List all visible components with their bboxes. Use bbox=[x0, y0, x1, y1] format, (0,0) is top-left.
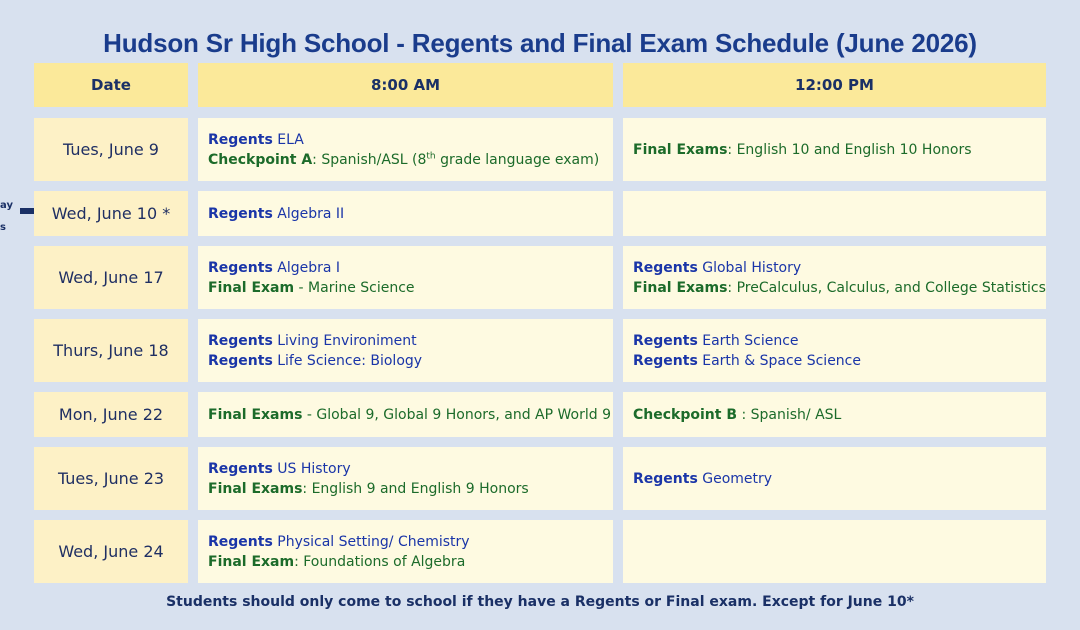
header-12pm: 12:00 PM bbox=[623, 63, 1046, 107]
exam-entry bbox=[633, 140, 1046, 160]
exam-type-label: Checkpoint A bbox=[208, 151, 313, 168]
exam-entry bbox=[633, 331, 1046, 351]
exam-type-label: Final Exam bbox=[208, 553, 295, 570]
header-date: Date bbox=[34, 63, 188, 107]
exam-cell-pm bbox=[623, 191, 1046, 236]
exam-type-label: Regents bbox=[208, 352, 273, 369]
side-note-line-3: s bbox=[0, 222, 6, 233]
ordinal-suffix: th bbox=[426, 150, 436, 161]
exam-cell-am bbox=[198, 447, 613, 510]
exam-type-label: Final Exam bbox=[208, 279, 295, 296]
exam-subject: - Marine Science bbox=[294, 279, 415, 296]
exam-subject: Earth & Space Science bbox=[697, 352, 861, 369]
side-note-line-2: ay bbox=[0, 200, 13, 211]
exam-subject: Geometry bbox=[697, 470, 773, 487]
exam-entry bbox=[208, 204, 613, 224]
exam-type-label: Final Exams bbox=[208, 406, 303, 423]
exam-type-label: Final Exams bbox=[208, 480, 303, 497]
exam-cell-am bbox=[198, 319, 613, 382]
exam-entry bbox=[208, 479, 613, 499]
exam-entry bbox=[208, 351, 613, 371]
page-title: Hudson Sr High School - Regents and Final Exam Schedule (June 2026) bbox=[103, 28, 977, 58]
exam-subject: Algebra I bbox=[272, 259, 341, 276]
footer-note: Students should only come to school if they have a Regents or Final exam. Except for June 10* bbox=[166, 594, 914, 610]
exam-type-label: Regents bbox=[208, 205, 273, 222]
exam-cell-am bbox=[198, 392, 613, 437]
exam-type-label: Regents bbox=[633, 352, 698, 369]
exam-cell-am bbox=[198, 520, 613, 583]
exam-subject: : Spanish/ASL (8 bbox=[312, 151, 427, 168]
date-cell: Tues, June 9 bbox=[34, 118, 188, 181]
exam-subject: : Spanish/ ASL bbox=[737, 406, 842, 423]
exam-subject-continued: grade language exam) bbox=[435, 151, 600, 168]
exam-entry bbox=[633, 351, 1046, 371]
exam-cell-pm bbox=[623, 520, 1046, 583]
exam-subject: US History bbox=[272, 460, 351, 477]
exam-subject: Earth Science bbox=[697, 332, 799, 349]
exam-type-label: Regents bbox=[633, 332, 698, 349]
date-cell: Mon, June 22 bbox=[34, 392, 188, 437]
exam-entry bbox=[208, 130, 613, 150]
exam-subject: ELA bbox=[272, 131, 304, 148]
exam-type-label: Regents bbox=[633, 470, 698, 487]
exam-subject: : PreCalculus, Calculus, and College Statistics bbox=[727, 279, 1046, 296]
exam-cell-am bbox=[198, 191, 613, 236]
exam-type-label: Regents bbox=[208, 460, 273, 477]
exam-cell-am bbox=[198, 118, 613, 181]
exam-entry bbox=[633, 278, 1046, 298]
exam-entry bbox=[208, 552, 613, 572]
exam-subject: : Foundations of Algebra bbox=[294, 553, 466, 570]
exam-entry bbox=[633, 405, 1046, 425]
exam-type-label: Checkpoint B bbox=[633, 406, 737, 423]
date-cell: Wed, June 10 * bbox=[34, 191, 188, 236]
exam-entry bbox=[208, 278, 613, 298]
exam-cell-am bbox=[198, 246, 613, 309]
exam-entry bbox=[633, 258, 1046, 278]
exam-subject: : English 9 and English 9 Honors bbox=[302, 480, 529, 497]
date-cell: Tues, June 23 bbox=[34, 447, 188, 510]
exam-cell-pm bbox=[623, 392, 1046, 437]
exam-entry bbox=[208, 405, 613, 425]
exam-subject: Living Environiment bbox=[272, 332, 417, 349]
exam-type-label: Regents bbox=[208, 259, 273, 276]
date-cell: Wed, June 17 bbox=[34, 246, 188, 309]
exam-cell-pm bbox=[623, 118, 1046, 181]
date-cell: Wed, June 24 bbox=[34, 520, 188, 583]
exam-subject: Physical Setting/ Chemistry bbox=[272, 533, 470, 550]
exam-subject: Global History bbox=[697, 259, 802, 276]
exam-cell-pm bbox=[623, 447, 1046, 510]
exam-entry bbox=[208, 331, 613, 351]
exam-cell-pm bbox=[623, 246, 1046, 309]
exam-entry bbox=[208, 532, 613, 552]
exam-subject: Algebra II bbox=[272, 205, 345, 222]
exam-type-label: Final Exams bbox=[633, 279, 728, 296]
exam-subject: : English 10 and English 10 Honors bbox=[727, 141, 972, 158]
exam-type-label: Regents bbox=[208, 131, 273, 148]
exam-entry bbox=[208, 150, 613, 170]
header-8am: 8:00 AM bbox=[198, 63, 613, 107]
exam-subject: Life Science: Biology bbox=[272, 352, 423, 369]
exam-type-label: Regents bbox=[208, 332, 273, 349]
exam-entry bbox=[208, 258, 613, 278]
date-cell: Thurs, June 18 bbox=[34, 319, 188, 382]
exam-type-label: Regents bbox=[208, 533, 273, 550]
exam-entry bbox=[633, 469, 1046, 489]
exam-type-label: Regents bbox=[633, 259, 698, 276]
exam-subject: - Global 9, Global 9 Honors, and AP World 9 bbox=[302, 406, 611, 423]
exam-type-label: Final Exams bbox=[633, 141, 728, 158]
exam-entry bbox=[208, 459, 613, 479]
exam-cell-pm bbox=[623, 319, 1046, 382]
